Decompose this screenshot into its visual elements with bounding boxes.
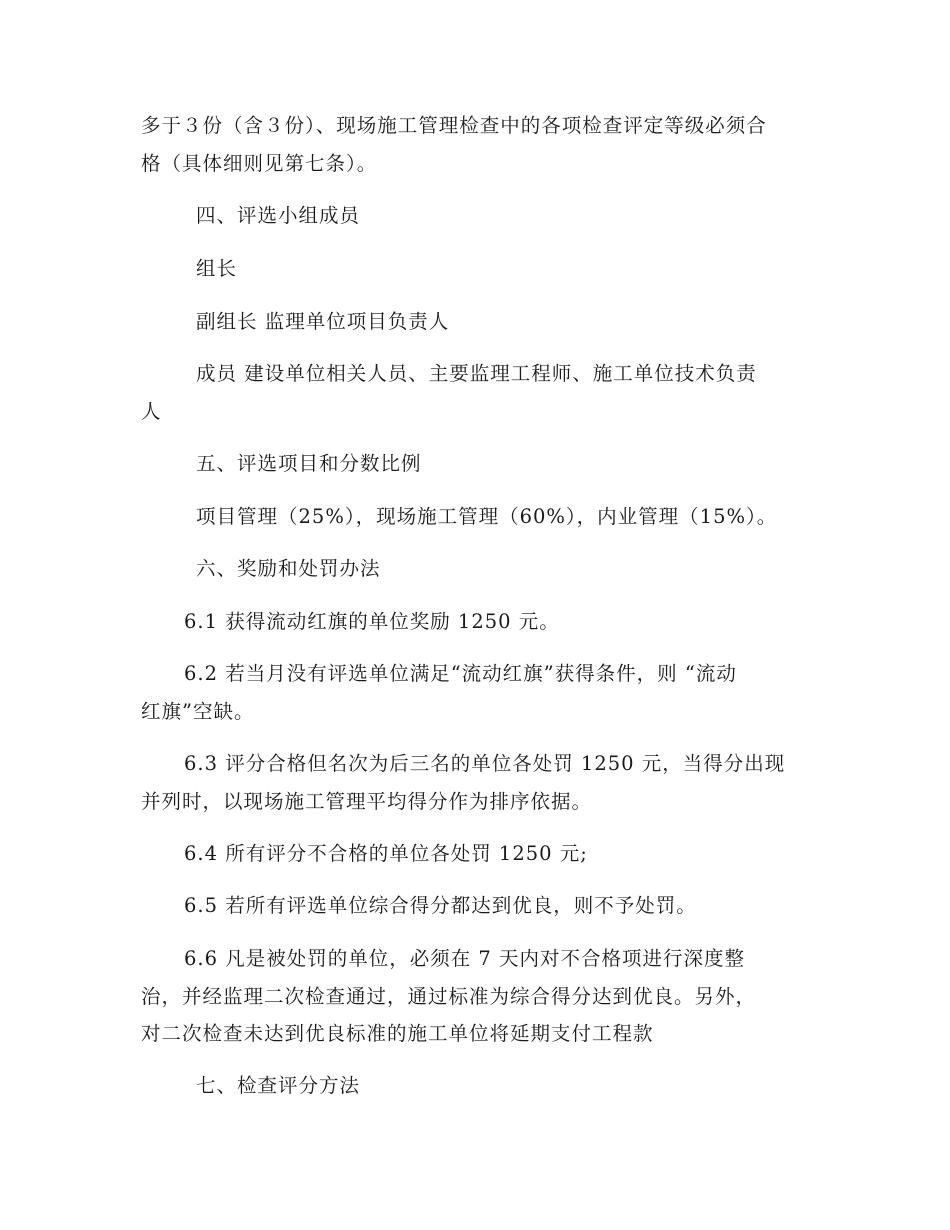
text-line: 格（具体细则见第七条）。 [141, 152, 378, 175]
section-heading: 七、检查评分方法 [196, 1074, 361, 1097]
text-line: 6.4 所有评分不合格的单位各处罚 1250 元; [184, 842, 588, 865]
text-line: 对二次检查未达到优良标准的施工单位将延期支付工程款 [141, 1022, 654, 1045]
text-line: 红旗”空缺。 [141, 700, 255, 723]
text-line: 6.3 评分合格但名次为后三名的单位各处罚 1250 元，当得分出现 [184, 752, 786, 775]
text-line: 6.1 获得流动红旗的单位奖励 1250 元。 [184, 610, 560, 633]
text-line: 6.5 若所有评选单位综合得分都达到优良，则不予处罚。 [184, 894, 697, 917]
text-line: 并列时，以现场施工管理平均得分作为排序依据。 [141, 790, 593, 813]
text-line: 成员 建设单位相关人员、主要监理工程师、施工单位技术负责 [196, 362, 757, 385]
text-line: 项目管理（25%），现场施工管理（60%），内业管理（15%）。 [196, 505, 778, 528]
section-heading: 四、评选小组成员 [196, 204, 361, 227]
text-line: 6.2 若当月没有评选单位满足“流动红旗”获得条件，则 “流动 [184, 662, 737, 685]
text-line: 治，并经监理二次检查通过，通过标准为综合得分达到优良。另外， [141, 985, 757, 1008]
text-line: 6.6 凡是被处罚的单位，必须在 7 天内对不合格项进行深度整 [184, 947, 746, 970]
text-line: 人 [141, 400, 162, 423]
section-heading: 六、奖励和处罚办法 [196, 557, 381, 580]
section-heading: 五、评选项目和分数比例 [196, 452, 422, 475]
text-line: 多于３份（含３份）、现场施工管理检查中的各项检查评定等级必须合 [141, 114, 767, 137]
text-line: 副组长 监理单位项目负责人 [196, 310, 450, 333]
text-line: 组长 [196, 257, 238, 280]
